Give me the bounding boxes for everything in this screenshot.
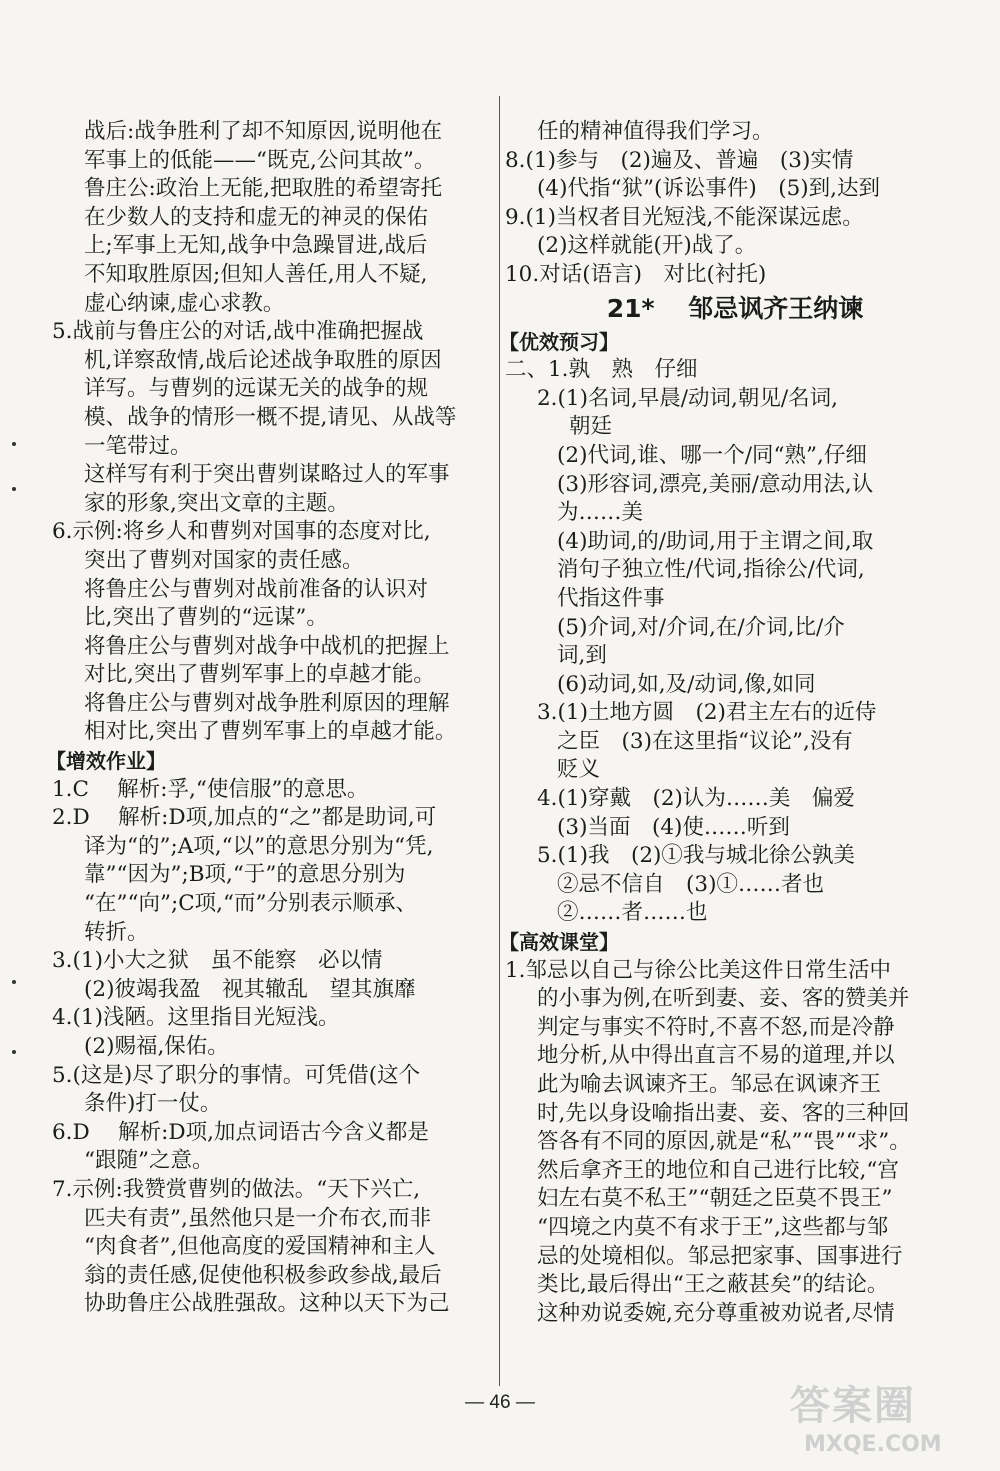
text-line: (5)介词,对/介词,在/介词,比/介 [557, 614, 845, 640]
text-line: 一笔带过。 [84, 433, 192, 459]
text-line: 3.(1)小大之狱 虽不能察 必以情 [52, 948, 383, 974]
text-line: 8.(1)参与 (2)遍及、普遍 (3)实情 [505, 147, 854, 173]
page-number: — 46 — [465, 1392, 535, 1413]
text-line: 条件)打一仗。 [84, 1091, 222, 1117]
text-line: 地分析,从中得出直言不易的道理,并以 [537, 1043, 895, 1069]
watermark-logo [790, 1380, 990, 1465]
text-line: 的小事为例,在听到妻、妾、客的赞美并 [537, 986, 910, 1012]
text-line: 6.D 解析:D项,加点词语古今含义都是 [52, 1119, 429, 1145]
text-line: 战后:战争胜利了却不知原因,说明他在 [84, 119, 443, 144]
text-line: “在”“向”;C项,“而”分别表示顺承、 [84, 891, 417, 917]
text-line: (2)彼竭我盈 视其辙乱 望其旗靡 [84, 976, 416, 1002]
text-line: ②忌不信自 (3)①……者也 [557, 871, 824, 897]
text-line: 匹夫有责”,虽然他只是一介布衣,而非 [84, 1205, 432, 1231]
scan-dot [12, 442, 16, 446]
section-heading: 【高效课堂】 [499, 930, 619, 955]
text-line: 代指这件事 [557, 585, 665, 611]
text-line: 朝廷 [569, 414, 613, 440]
text-line: (2)代词,谁、哪一个/同“熟”,仔细 [557, 442, 867, 468]
text-line: 10.对话(语言) 对比(衬托) [505, 261, 767, 287]
text-line: 翁的责任感,促使他积极参政参战,最后 [84, 1262, 442, 1288]
text-line: 将鲁庄公与曹刿对战前准备的认识对 [84, 576, 429, 602]
text-line: 上;军事上无知,战争中急躁冒进,战后 [84, 233, 428, 259]
text-line: 6.示例:将乡人和曹刿对国事的态度对比, [52, 519, 431, 545]
text-line: 5.(这是)尽了职分的事情。可凭借(这个 [52, 1062, 421, 1088]
text-line: 这种劝说委婉,充分尊重被劝说者,尽情 [537, 1300, 895, 1326]
text-line: 类比,最后得出“王之蔽甚矣”的结论。 [537, 1272, 889, 1298]
text-line: 忌的处境相似。邹忌把家事、国事进行 [537, 1243, 903, 1269]
text-line: 在少数人的支持和虚无的神灵的保佑 [84, 204, 429, 230]
text-line: 将鲁庄公与曹刿对战争中战机的把握上 [84, 633, 450, 659]
text-line: 鲁庄公:政治上无能,把取胜的希望寄托 [84, 176, 443, 202]
text-line: 4.(1)穿戴 (2)认为……美 偏爱 [537, 786, 855, 812]
text-line: ②……者……也 [557, 900, 708, 926]
text-line: 军事上的低能——“既克,公问其故”。 [84, 147, 436, 173]
left-column [46, 118, 497, 1319]
watermark-title: 答案圈 [790, 1383, 916, 1429]
text-line: 比,突出了曹刿的“远谋”。 [84, 605, 328, 631]
text-line: “四境之内莫不有求于王”,这些都与邹 [537, 1214, 889, 1240]
scan-dot [12, 1050, 16, 1054]
watermark-url: MXQE.COM [804, 1432, 942, 1457]
text-line: (4)代指“狱”(诉讼事件) (5)到,达到 [537, 176, 881, 202]
text-line: 5.战前与鲁庄公的对话,战中准确把握战 [52, 319, 424, 345]
section-heading: 【优效预习】 [499, 329, 619, 354]
text-line: 4.(1)浅陋。这里指目光短浅。 [52, 1005, 340, 1031]
text-line: 9.(1)当权者目光短浅,不能深谋远虑。 [505, 204, 864, 230]
text-line: 突出了曹刿对国家的责任感。 [84, 547, 364, 573]
scan-dot [12, 980, 16, 984]
text-line: 靠”“因为”;B项,“于”的意思分别为 [84, 862, 406, 888]
text-line: 译为“的”;A项,“以”的意思分别为“凭, [84, 833, 434, 859]
text-line: 任的精神值得我们学习。 [537, 119, 774, 144]
text-line: (6)动词,如,及/动词,像,如同 [557, 671, 816, 697]
text-line: 5.(1)我 (2)①我与城北徐公孰美 [537, 843, 855, 869]
text-line: (3)形容词,漂亮,美丽/意动用法,认 [557, 471, 874, 497]
text-line: 1.C 解析:孚,“使信服”的意思。 [52, 776, 369, 802]
text-line: 相对比,突出了曹刿军事上的卓越才能。 [84, 719, 457, 745]
text-line: 贬义 [557, 757, 601, 783]
text-line: (3)当面 (4)使……听到 [557, 814, 790, 840]
scan-dot [12, 487, 16, 491]
text-line: 1.邹忌以自己与徐公比美这件日常生活中 [505, 957, 892, 983]
text-line: 妇左右莫不私王”“朝廷之臣莫不畏王” [537, 1186, 893, 1212]
text-line: 协助鲁庄公战胜强敌。这种以天下为己 [84, 1291, 450, 1317]
text-line: 2.(1)名词,早晨/动词,朝见/名词, [537, 385, 838, 411]
text-line: “跟随”之意。 [84, 1148, 214, 1174]
text-line: 虚心纳谏,虚心求教。 [84, 290, 285, 316]
text-line: “肉食者”,但他高度的爱国精神和主人 [84, 1234, 436, 1260]
lesson-title: 21* 邹忌讽齐王纳谏 [606, 293, 864, 323]
text-line: 详写。与曹刿的远谋无关的战争的规 [84, 376, 429, 402]
text-line: 模、战争的情形一概不提,请见、从战等 [84, 404, 457, 430]
text-line: 为……美 [557, 500, 644, 526]
text-line: (4)助词,的/助词,用于主谓之间,取 [557, 528, 874, 554]
text-line: 对比,突出了曹刿军事上的卓越才能。 [84, 662, 435, 688]
text-line: (2)赐福,保佑。 [84, 1034, 229, 1059]
text-line: 答各有不同的原因,就是“私”“畏”“求”。 [537, 1129, 911, 1155]
text-line: 7.示例:我赞赏曹刿的做法。“天下兴亡, [52, 1176, 421, 1202]
text-line: 机,详察敌情,战后论述战争取胜的原因 [84, 347, 442, 373]
text-line: 2.D 解析:D项,加点的“之”都是助词,可 [52, 805, 437, 831]
text-line: 将鲁庄公与曹刿对战争胜利原因的理解 [84, 690, 450, 716]
text-line: (2)这样就能(开)战了。 [537, 233, 757, 259]
text-line: 时,先以身设喻指出妻、妾、客的三种回 [537, 1100, 910, 1126]
section-heading: 【增效作业】 [46, 749, 166, 774]
text-line: 然后拿齐王的地位和自己进行比较,“宫 [537, 1157, 899, 1183]
column-divider [499, 96, 500, 1386]
right-column [499, 118, 965, 1328]
text-line: 判定与事实不符时,不喜不怒,而是冷静 [537, 1014, 895, 1040]
text-line: 二、1.孰 熟 仔细 [505, 357, 698, 383]
text-line: 词,到 [557, 643, 607, 669]
text-line: 之臣 (3)在这里指“议论”,没有 [557, 728, 853, 754]
text-line: 不知取胜原因;但知人善任,用人不疑, [84, 261, 428, 287]
text-line: 消句子独立性/代词,指徐公/代词, [557, 557, 865, 583]
text-line: 转折。 [84, 919, 149, 945]
text-line: 3.(1)土地方圆 (2)君主左右的近侍 [537, 700, 877, 726]
text-line: 这样写有利于突出曹刿谋略过人的军事 [84, 462, 450, 488]
text-line: 此为喻去讽谏齐王。邹忌在讽谏齐王 [537, 1072, 882, 1097]
text-line: 家的形象,突出文章的主题。 [84, 490, 349, 516]
